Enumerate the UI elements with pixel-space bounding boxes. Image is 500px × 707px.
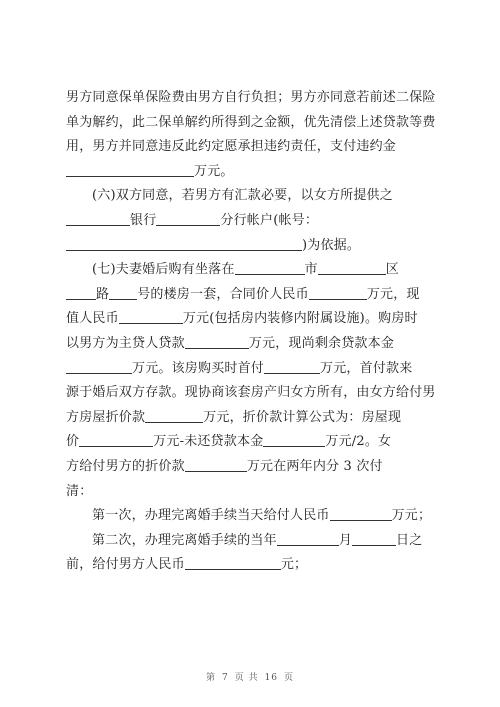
fill-blank	[66, 162, 194, 177]
fill-blank	[185, 457, 247, 472]
paragraph-text: 男方同意保单保险费由男方自行负担；男方亦同意若前述二保险	[66, 90, 436, 105]
fill-blank	[145, 408, 203, 423]
paragraph-text: 号的楼房一套，合同价人民币	[137, 286, 309, 302]
paragraph-text: 单为解约，此二保单解约所得到之金额，优先清偿上述贷款等费	[66, 114, 436, 130]
paragraph-text: 万元。该房购买时首付	[132, 360, 265, 376]
paragraph-text: 元；	[280, 557, 308, 573]
paragraph-text: 万元，首付款来	[320, 360, 413, 376]
current-page-number: 7	[221, 673, 229, 683]
text-line	[66, 209, 438, 234]
text-line	[66, 504, 438, 529]
paragraph-text: 区	[385, 262, 399, 278]
paragraph-text: 万元(包括房内装修内附属设施)。购房时	[182, 311, 418, 327]
fill-blank	[66, 285, 96, 300]
text-line	[66, 455, 438, 480]
paragraph-text: 用，男方并同意违反此约定愿承担违约责任，支付违约金	[66, 139, 397, 155]
paragraph-text: 市	[304, 262, 318, 278]
page-number-footer	[0, 670, 500, 683]
fill-blank	[185, 555, 281, 570]
paragraph-text: 月	[338, 532, 353, 548]
text-line	[66, 258, 438, 283]
paragraph-text: 万元，现	[366, 286, 420, 302]
text-line	[66, 307, 438, 332]
paragraph-text: 方给付男方的折价款	[66, 458, 185, 474]
text-line	[66, 357, 438, 382]
fill-blank	[79, 432, 153, 447]
paragraph-text: 万元在两年内分 3 次付	[246, 458, 383, 474]
text-line	[66, 529, 438, 554]
text-line	[66, 430, 438, 455]
text-line	[66, 553, 438, 578]
text-line	[66, 332, 438, 357]
fill-blank	[185, 334, 249, 349]
paragraph-text: 前，给付男方人民币	[66, 557, 185, 573]
paragraph-text: 价	[66, 434, 80, 450]
paragraph-text: 方房屋折价款	[66, 409, 146, 425]
paragraph-text: 银行	[130, 212, 157, 228]
clause-six-text: (六)双方同意，若男方有汇款必要，以女方所提供之	[92, 188, 393, 204]
paragraph-text: 万元。	[194, 163, 234, 179]
paragraph-text: 万元/2。女	[325, 434, 392, 450]
paragraph-text: 万元，折价款计算公式为：房屋现	[203, 409, 402, 425]
fill-blank	[109, 285, 137, 300]
text-line	[66, 480, 438, 505]
text-line	[66, 381, 438, 406]
fill-blank	[66, 211, 130, 226]
page-label: 第	[205, 673, 216, 683]
paragraph-text: 万元；	[391, 508, 432, 524]
page-label: 页	[284, 673, 295, 683]
paragraph-text: 值人民币	[66, 311, 119, 327]
fill-blank	[318, 260, 386, 275]
paragraph-text: 万元，现尚剩余贷款本金	[248, 335, 395, 351]
text-line	[66, 86, 438, 111]
fill-blank	[263, 432, 325, 447]
clause-seven-text: (七)夫妻婚后购有坐落在	[92, 262, 235, 278]
paragraph-text: 第一次，办理完离婚手续当天给付人民币	[92, 508, 330, 524]
text-line	[66, 283, 438, 308]
paragraph-text: 以男方为主贷人贷款	[66, 335, 185, 351]
text-line	[66, 135, 438, 160]
paragraph-text: )为依据。	[302, 237, 361, 253]
paragraph-text: 源于婚后双方存款。现协商该套房产归女方所有，由女方给付男	[66, 385, 436, 401]
fill-blank	[277, 531, 339, 546]
fill-blank	[156, 211, 220, 226]
fill-blank	[66, 236, 302, 251]
paragraph-text: 路	[96, 286, 110, 302]
document-body	[66, 86, 438, 578]
total-page-number: 16	[264, 673, 279, 683]
text-line	[66, 184, 438, 209]
text-line	[66, 406, 438, 431]
fill-blank	[330, 506, 392, 521]
page-label: 页 共	[234, 673, 259, 683]
text-line	[66, 234, 438, 259]
paragraph-text: 清：	[66, 483, 93, 499]
text-line	[66, 160, 438, 185]
fill-blank	[309, 285, 367, 300]
text-line	[66, 111, 438, 136]
paragraph-text: 第二次，办理完离婚手续的当年	[92, 532, 277, 548]
fill-blank	[119, 309, 183, 324]
fill-blank	[235, 260, 305, 275]
paragraph-text: 万元-未还贷款本金	[153, 434, 264, 450]
paragraph-text: 分行帐户(帐号：	[220, 212, 319, 228]
fill-blank	[352, 531, 396, 546]
fill-blank	[264, 359, 320, 374]
paragraph-text: 日之	[396, 532, 423, 548]
fill-blank	[66, 359, 132, 374]
